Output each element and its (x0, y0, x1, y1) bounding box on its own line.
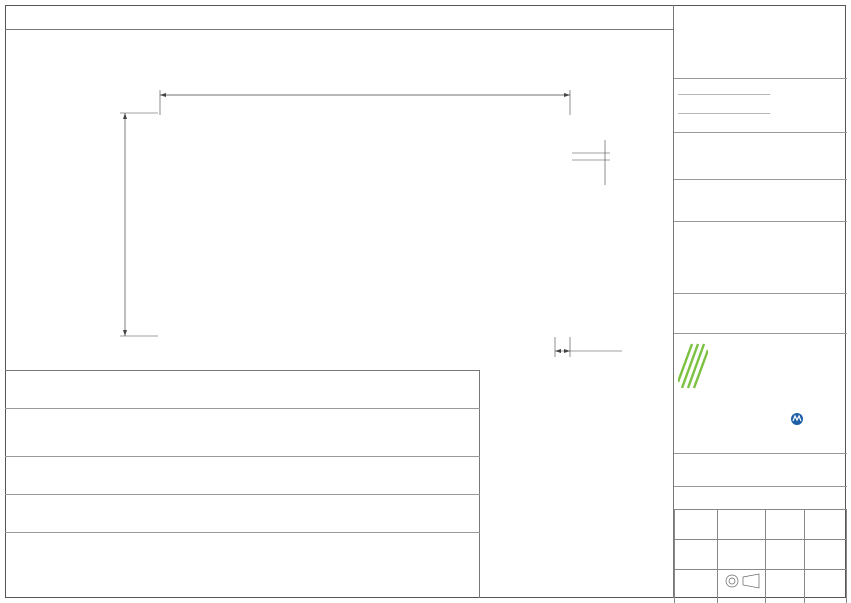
customer-signoff-section (674, 79, 847, 133)
delivery-storage-section (674, 222, 847, 294)
scale-cell (765, 510, 805, 540)
drawn-cell (805, 510, 847, 540)
page-cell (805, 570, 847, 603)
parts-group-fixings (5, 533, 480, 599)
delivery-address-section (674, 294, 847, 334)
revision-section (674, 133, 847, 180)
product-section (674, 487, 847, 509)
contractor-notes-section (674, 5, 847, 79)
rev-cell (805, 540, 847, 570)
date-cell (675, 510, 718, 540)
sidebar (673, 5, 846, 598)
revision-heading (674, 133, 847, 136)
branding-section (674, 334, 847, 454)
parts-group-boards (5, 409, 480, 457)
tolerance-cell (765, 540, 805, 570)
signoff-heading (674, 79, 847, 82)
third-angle-projection-icon (719, 571, 763, 593)
parts-group-joists (5, 457, 480, 495)
revision-item (674, 143, 847, 150)
issuer-cell (675, 540, 718, 570)
board-colour-section (674, 180, 847, 222)
sign-line[interactable]: ________________________________ (678, 90, 771, 96)
contractor-notes-heading (674, 5, 847, 8)
page-size-cell (717, 510, 765, 540)
parts-list-heading (5, 371, 480, 409)
parts-group-brackets (5, 495, 480, 533)
delivery-address-value (674, 297, 847, 304)
milwood-logo-icon (790, 412, 804, 426)
date-line[interactable]: ________________________________ (678, 109, 771, 115)
scale-note-cell (675, 570, 718, 603)
parts-list (5, 370, 480, 598)
projection-cell (717, 570, 765, 603)
finish-cell (765, 570, 805, 603)
header-bar (5, 5, 673, 30)
drawing-title-heading (674, 454, 847, 457)
drawing-title-section (674, 454, 847, 487)
sequence-cell (717, 540, 765, 570)
delivery-heading (674, 222, 847, 225)
title-block-table (674, 509, 847, 603)
board-colour-value (674, 183, 847, 191)
balcony-plan-drawing (100, 85, 640, 360)
product-heading (674, 487, 847, 489)
alideck-logo-stripes-icon (678, 342, 708, 390)
